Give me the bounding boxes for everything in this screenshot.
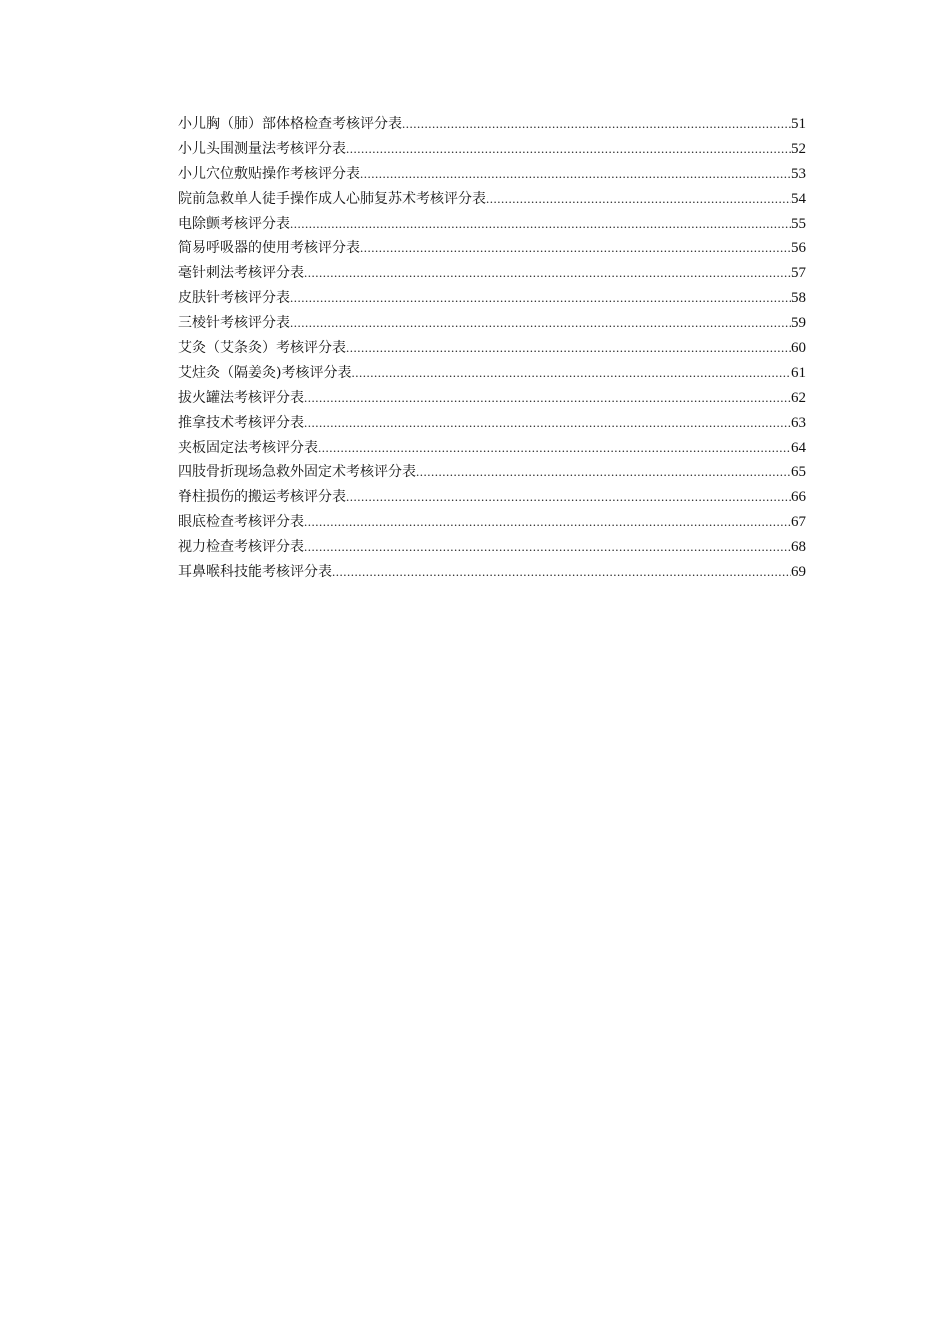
toc-dot-leader [304, 510, 791, 535]
toc-entry-title: 推拿技术考核评分表 [178, 414, 304, 431]
toc-entry-title: 皮肤针考核评分表 [178, 290, 290, 307]
toc-entry-page: 54 [791, 190, 806, 207]
toc-entry-title: 小儿胸（肺）部体格检查考核评分表 [178, 116, 402, 132]
toc-entry-title: 四肢骨折现场急救外固定术考核评分表 [178, 464, 416, 481]
toc-entry-page: 63 [791, 414, 806, 431]
toc-entry-title: 院前急救单人徒手操作成人心肺复苏术考核评分表 [178, 190, 486, 207]
toc-entry-page: 51 [791, 116, 806, 132]
toc-entry[interactable] [178, 137, 806, 162]
toc-dot-leader [346, 336, 791, 361]
toc-entry-title: 脊柱损伤的搬运考核评分表 [178, 489, 346, 506]
toc-entry-page: 60 [791, 340, 806, 357]
toc-entry-page: 67 [791, 514, 806, 531]
toc-entry-title: 三棱针考核评分表 [178, 315, 290, 332]
toc-dot-leader [346, 485, 791, 510]
toc-entry-page: 68 [791, 539, 806, 556]
toc-entry-title: 电除颤考核评分表 [178, 215, 290, 232]
toc-entry[interactable] [178, 386, 806, 411]
toc-entry[interactable] [178, 436, 806, 461]
toc-entry-title: 艾灸（艾条灸）考核评分表 [178, 340, 346, 357]
toc-entry-page: 57 [791, 265, 806, 282]
toc-entry-title: 简易呼吸器的使用考核评分表 [178, 240, 360, 257]
toc-entry[interactable] [178, 535, 806, 560]
toc-dot-leader [486, 187, 791, 212]
toc-entry-title: 拔火罐法考核评分表 [178, 389, 304, 406]
toc-dot-leader [360, 236, 791, 261]
toc-dot-leader [332, 560, 791, 585]
toc-entry[interactable] [178, 112, 806, 137]
toc-entry-page: 65 [791, 464, 806, 481]
toc-dot-leader [402, 112, 791, 137]
toc-entry-title: 夹板固定法考核评分表 [178, 439, 318, 456]
toc-entry-page: 66 [791, 489, 806, 506]
toc-dot-leader [346, 137, 791, 162]
toc-entry[interactable] [178, 560, 806, 585]
toc-entry[interactable] [178, 411, 806, 436]
toc-entry-page: 56 [791, 240, 806, 257]
toc-entry-page: 52 [791, 140, 806, 157]
toc-entry-page: 64 [791, 439, 806, 456]
toc-dot-leader [304, 386, 791, 411]
toc-dot-leader [290, 311, 791, 336]
toc-entry-page: 55 [791, 215, 806, 232]
toc-entry[interactable] [178, 187, 806, 212]
toc-dot-leader [318, 436, 791, 461]
toc-entry-title: 小儿头围测量法考核评分表 [178, 140, 346, 157]
toc-dot-leader [360, 162, 791, 187]
toc-entry[interactable] [178, 485, 806, 510]
toc-dot-leader [351, 361, 791, 386]
toc-dot-leader [304, 535, 791, 560]
toc-entry-title: 毫针刺法考核评分表 [178, 265, 304, 282]
toc-entry-page: 61 [791, 364, 806, 381]
toc-entry-page: 58 [791, 290, 806, 307]
toc-entry[interactable] [178, 361, 806, 386]
table-of-contents [178, 112, 806, 585]
toc-dot-leader [416, 460, 791, 485]
toc-entry-page: 59 [791, 315, 806, 332]
toc-entry-page: 62 [791, 389, 806, 406]
toc-entry-page: 69 [791, 564, 806, 581]
toc-entry[interactable] [178, 212, 806, 237]
toc-entry-title: 耳鼻喉科技能考核评分表 [178, 564, 332, 581]
toc-entry-title: 小儿穴位敷贴操作考核评分表 [178, 165, 360, 182]
toc-entry[interactable] [178, 162, 806, 187]
toc-dot-leader [304, 411, 791, 436]
toc-dot-leader [290, 212, 791, 237]
toc-entry[interactable] [178, 261, 806, 286]
toc-entry-title: 眼底检查考核评分表 [178, 514, 304, 531]
toc-entry[interactable] [178, 510, 806, 535]
toc-entry-title: 视力检查考核评分表 [178, 539, 304, 556]
toc-entry[interactable] [178, 311, 806, 336]
toc-dot-leader [304, 261, 791, 286]
toc-entry[interactable] [178, 460, 806, 485]
toc-entry-page: 53 [791, 165, 806, 182]
toc-entry[interactable] [178, 336, 806, 361]
toc-entry-title: 艾炷灸（隔姜灸)考核评分表 [178, 364, 352, 381]
toc-dot-leader [290, 286, 791, 311]
toc-entry[interactable] [178, 286, 806, 311]
toc-entry[interactable] [178, 236, 806, 261]
